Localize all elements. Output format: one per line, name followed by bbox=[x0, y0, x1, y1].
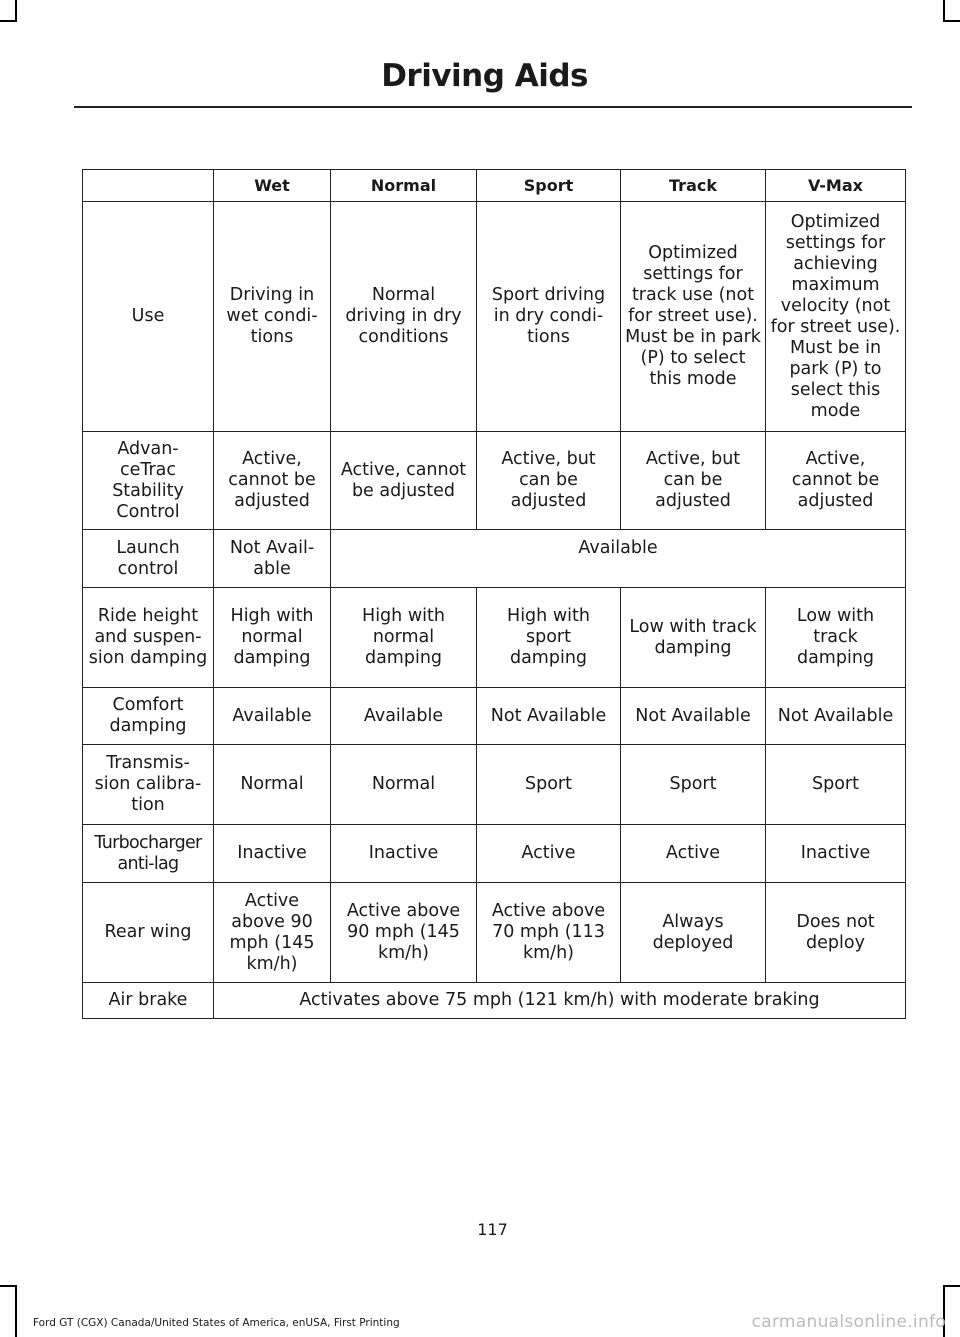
table-cell: Not Available bbox=[621, 688, 766, 745]
table-cell-span: Activates above 75 mph (121 km/h) with moderate braking bbox=[214, 983, 906, 1019]
table-cell: Driving in wet condi- tions bbox=[214, 202, 331, 432]
crop-mark bbox=[0, 20, 17, 22]
table-cell: Inactive bbox=[331, 825, 477, 883]
table-row-launch-control bbox=[83, 530, 906, 588]
table-row-comfort-damping bbox=[83, 688, 906, 745]
table-cell: Active, cannot be adjusted bbox=[331, 432, 477, 530]
page-title: Driving Aids bbox=[381, 58, 588, 94]
table-cell: Not Available bbox=[477, 688, 621, 745]
table-cell: High with normal damping bbox=[331, 588, 477, 688]
table-cell: Optimized settings for achieving maximum velocity (not for street use). Must be in park (P) to select this mode bbox=[766, 202, 906, 432]
table-row-advancetrac bbox=[83, 432, 906, 530]
table-cell: Not Available bbox=[766, 688, 906, 745]
table-cell: Inactive bbox=[214, 825, 331, 883]
table-cell: Inactive bbox=[766, 825, 906, 883]
crop-mark bbox=[15, 0, 17, 22]
page-number: 117 bbox=[477, 1220, 508, 1239]
table-cell: Low with track damping bbox=[766, 588, 906, 688]
table-row-transmission bbox=[83, 745, 906, 825]
row-label: Ride height and suspen- sion damping bbox=[83, 588, 214, 688]
table-cell: Active, cannot be adjusted bbox=[214, 432, 331, 530]
table-cell: Always deployed bbox=[621, 883, 766, 983]
watermark: carmanualsonline.info bbox=[751, 1312, 946, 1332]
table-cell: Active above 90 mph (145 km/h) bbox=[214, 883, 331, 983]
table-cell: Sport driving in dry condi- tions bbox=[477, 202, 621, 432]
table-row-turbocharger bbox=[83, 825, 906, 883]
row-label: Comfort damping bbox=[83, 688, 214, 745]
table-cell: Available bbox=[331, 688, 477, 745]
row-label: Launch control bbox=[83, 530, 214, 588]
header-cell-wet: Wet bbox=[214, 170, 331, 202]
row-label: Use bbox=[83, 202, 214, 432]
table-cell: Does not deploy bbox=[766, 883, 906, 983]
table-cell: Active bbox=[621, 825, 766, 883]
table-cell-span: Available bbox=[331, 530, 906, 588]
table-row-ride-height bbox=[83, 588, 906, 688]
table-cell: Active above 70 mph (113 km/h) bbox=[477, 883, 621, 983]
table-cell: Not Avail- able bbox=[214, 530, 331, 588]
table-cell: Optimized settings for track use (not for street use). Must be in park (P) to select this mode bbox=[621, 202, 766, 432]
table-row-use bbox=[83, 202, 906, 432]
table-cell: Available bbox=[214, 688, 331, 745]
table-header-row bbox=[83, 170, 906, 202]
table-row-air-brake bbox=[83, 983, 906, 1019]
row-label: Transmis- sion calibra- tion bbox=[83, 745, 214, 825]
crop-mark bbox=[943, 20, 960, 22]
row-label: Turbocharger anti-lag bbox=[83, 825, 214, 883]
table-cell: Sport bbox=[477, 745, 621, 825]
crop-mark bbox=[943, 0, 945, 22]
header-cell-track: Track bbox=[621, 170, 766, 202]
table-cell: Active, cannot be adjusted bbox=[766, 432, 906, 530]
crop-mark bbox=[0, 1285, 17, 1287]
table-cell: Low with track damping bbox=[621, 588, 766, 688]
table-cell: Normal bbox=[214, 745, 331, 825]
table-cell: Active above 90 mph (145 km/h) bbox=[331, 883, 477, 983]
table-row-rear-wing bbox=[83, 883, 906, 983]
header-cell-empty bbox=[83, 170, 214, 202]
drive-modes-table bbox=[82, 169, 906, 1019]
table-cell: High with sport damping bbox=[477, 588, 621, 688]
publication-footer: Ford GT (CGX) Canada/United States of America, enUSA, First Printing bbox=[33, 1317, 400, 1329]
table-cell: Sport bbox=[621, 745, 766, 825]
table-cell: Normal driving in dry conditions bbox=[331, 202, 477, 432]
title-divider bbox=[74, 106, 912, 108]
table-cell: High with normal damping bbox=[214, 588, 331, 688]
crop-mark bbox=[15, 1285, 17, 1337]
table-cell: Normal bbox=[331, 745, 477, 825]
header-cell-sport: Sport bbox=[477, 170, 621, 202]
header-cell-vmax: V-Max bbox=[766, 170, 906, 202]
header-cell-normal: Normal bbox=[331, 170, 477, 202]
row-label: Air brake bbox=[83, 983, 214, 1019]
table-cell: Active bbox=[477, 825, 621, 883]
row-label: Advan- ceTrac Stability Control bbox=[83, 432, 214, 530]
table-cell: Active, but can be adjusted bbox=[477, 432, 621, 530]
row-label: Rear wing bbox=[83, 883, 214, 983]
table-cell: Sport bbox=[766, 745, 906, 825]
crop-mark bbox=[943, 1285, 960, 1287]
table-cell: Active, but can be adjusted bbox=[621, 432, 766, 530]
